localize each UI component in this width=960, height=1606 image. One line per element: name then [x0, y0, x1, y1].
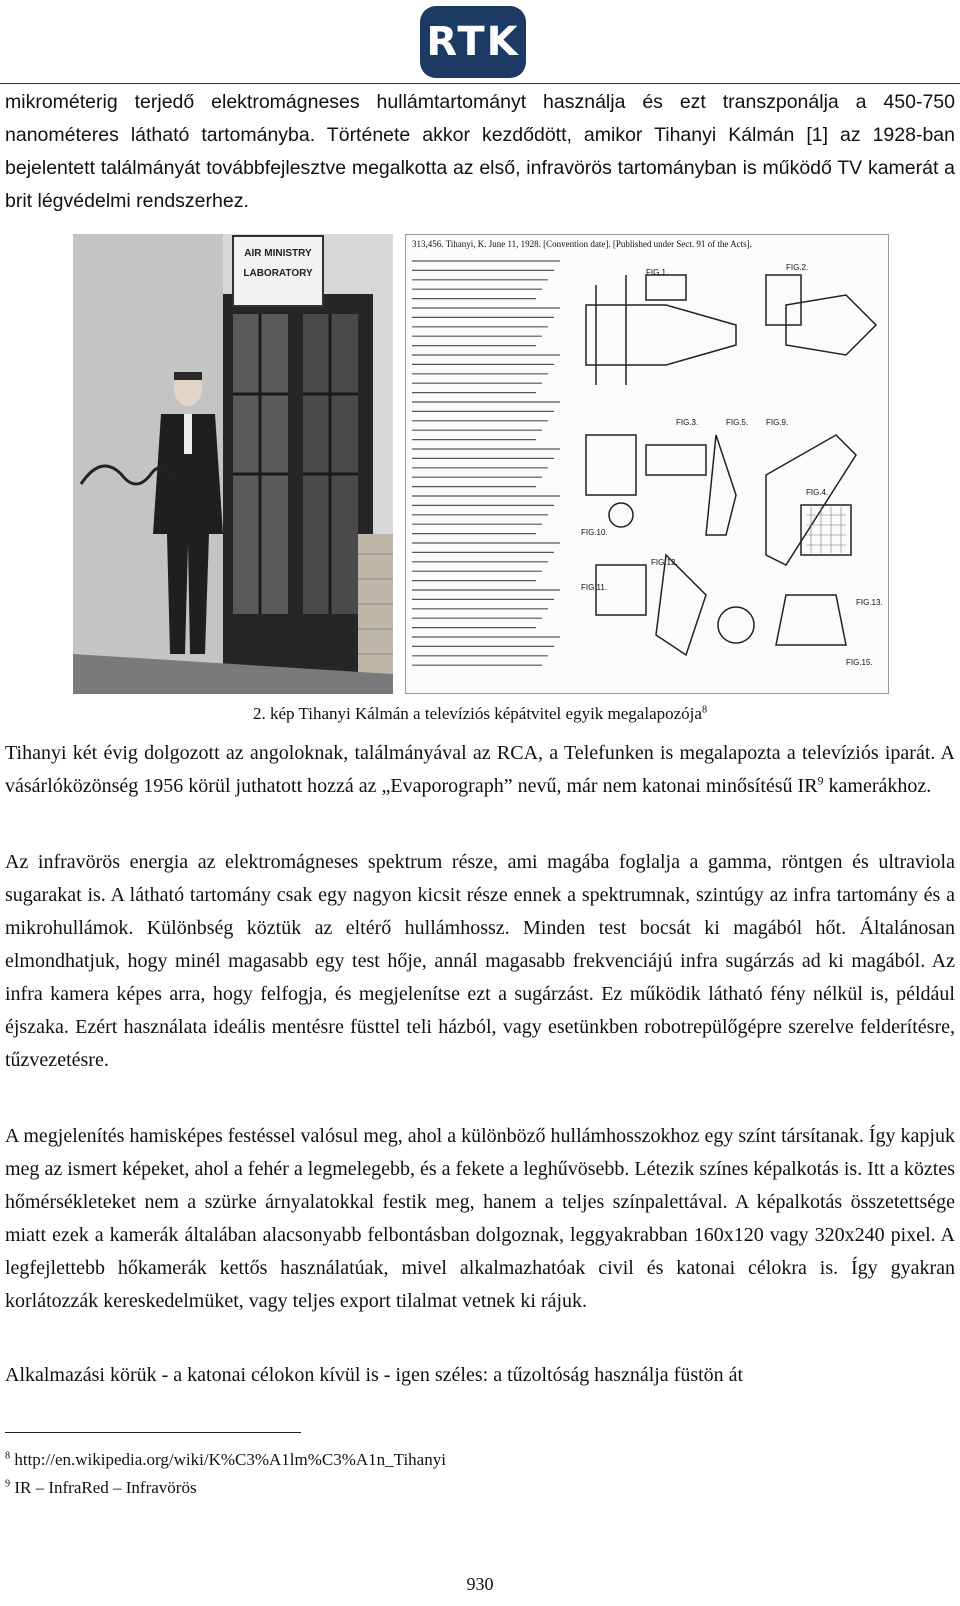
- footnote-text: IR – InfraRed – Infravörös: [10, 1478, 197, 1497]
- footnote-ref-9: 9: [817, 773, 824, 788]
- paragraph-4: A megjelenítés hamisképes festéssel valósul meg, ahol a különböző hullámhosszokhoz egy színt társítanak. Így kapjuk meg az ismert képeket, ahol a fehér a legmelegebb, és a fekete a leghűvösebb. Létezik színes képalkotás is. Itt a köztes hőmérsékleteket nem a szürke árnyalatokkal festik meg, hanem a teljes színpalettával. A képalkotás összetettsége miatt ezek a kamerák általában alacsonyabb felbontásban dolgoznak, leggyakrabban 160x120 vagy 320x240 pixel. A legfejlettebb hőkamerák kettős használatúak, mivel alkalmazhatóak civil és katonai célokra is. Így gyakran korlátozzák kereskedelmüket, vagy teljes export tilalmat vetnek ki rájuk.: [5, 1125, 955, 1312]
- footnote-9: [5, 1478, 197, 1498]
- caption-text: 2. kép Tihanyi Kálmán a televíziós képátvitel egyik megalapozója: [252, 704, 702, 723]
- patent-figure-label: FIG.13.: [856, 598, 883, 607]
- footnote-number: 9: [5, 1478, 11, 1490]
- patent-figure-label: FIG.9.: [766, 418, 789, 427]
- svg-text:AIR MINISTRY: AIR MINISTRY: [244, 248, 312, 259]
- page-number: 930: [466, 1574, 494, 1594]
- paragraph-5: Alkalmazási körük - a katonai célokon kívül is - igen széles: a tűzoltóság használja füstön át: [5, 1364, 744, 1386]
- patent-figure-label: FIG.5.: [726, 418, 749, 427]
- figure-2: [73, 234, 889, 694]
- patent-illustration: [406, 235, 889, 694]
- patent-header-text: 313,456. Tihanyi, K. June 11, 1928. [Convention date]. [Published under Sect. 91 of the Acts].: [412, 239, 752, 249]
- patent-figure-label: FIG.15.: [846, 658, 873, 667]
- paragraph-2: [5, 737, 955, 803]
- paragraph-3: Az infravörös energia az elektromágneses spektrum része, ami magába foglalja a gamma, röntgen és ultraviola sugarakat is. A látható tartomány csak egy nagyon kicsit része ennek a spektrumnak, szintúgy az infra tartomány és a mikrohullámok. Különbség köztük az eltérő hullámhossz. Minden test bocsát ki magából hőt. Általánosan elmondhatjuk, hogy minél magasabb egy test hője, annál magasabb frekvenciájú infra sugárzás ad ki magából. Az infra kamera képes arra, hogy felfogja, és megjelenítse ezt a sugárzást. Ez működik látható fény nélkül is, például éjszaka. Ezért használata ideális mentésre füsttel teli házból, vagy esetünkben robotrepülőgépre szerelve felderítésre, tűzvezetésre.: [5, 851, 955, 1071]
- patent-figure-label: FIG.11.: [581, 583, 608, 592]
- rtk-logo: [420, 6, 526, 78]
- paragraph-2-text: Tihanyi két évig dolgozott az angoloknak, találmányával az RCA, a Telefunken is megalapozta a televíziós iparát. A vásárlóközönség 1956 körül juthatott hozzá az „Evaporograph” nevű, már nem katonai minősítésű IR: [5, 742, 955, 797]
- patent-figure-label: FIG.12.: [651, 558, 678, 567]
- header-rule: [0, 83, 960, 84]
- footnote-8: [5, 1450, 446, 1470]
- svg-text:LABORATORY: LABORATORY: [243, 268, 313, 279]
- caption-footnote-ref: 8: [701, 704, 708, 716]
- tihanyi-photo-illustration: [73, 234, 393, 694]
- patent-figure-label: FIG.3.: [676, 418, 699, 427]
- footnote-link[interactable]: http://en.wikipedia.org/wiki/K%C3%A1lm%C3%A1n_Tihanyi: [10, 1450, 446, 1469]
- paragraph-1: mikrométerig terjedő elektromágneses hullámtartományt használja és ezt transzponálja a 450-750 nanométeres látható tartományba. Története akkor kezdődött, amikor Tihanyi Kálmán [1] az 1928-ban bejelentett találmányát továbbfejlesztve megalkotta az első, infravörös tartományban is működő TV kamerát a brit légvédelmi rendszerhez.: [5, 91, 955, 212]
- tihanyi-photo: [73, 234, 393, 694]
- figure-caption: [0, 704, 960, 724]
- patent-document: [405, 234, 889, 694]
- patent-figure-label: FIG.10.: [581, 528, 608, 537]
- patent-figure-label: FIG.2.: [786, 263, 809, 272]
- patent-figure-label: FIG.4.: [806, 488, 829, 497]
- paragraph-2-tail: kamerákhoz.: [823, 775, 932, 797]
- footnote-separator: [5, 1432, 301, 1433]
- footnote-number: 8: [5, 1450, 11, 1462]
- rtk-logo-text: RTK: [426, 19, 520, 65]
- patent-figure-label: FIG.1.: [646, 268, 669, 277]
